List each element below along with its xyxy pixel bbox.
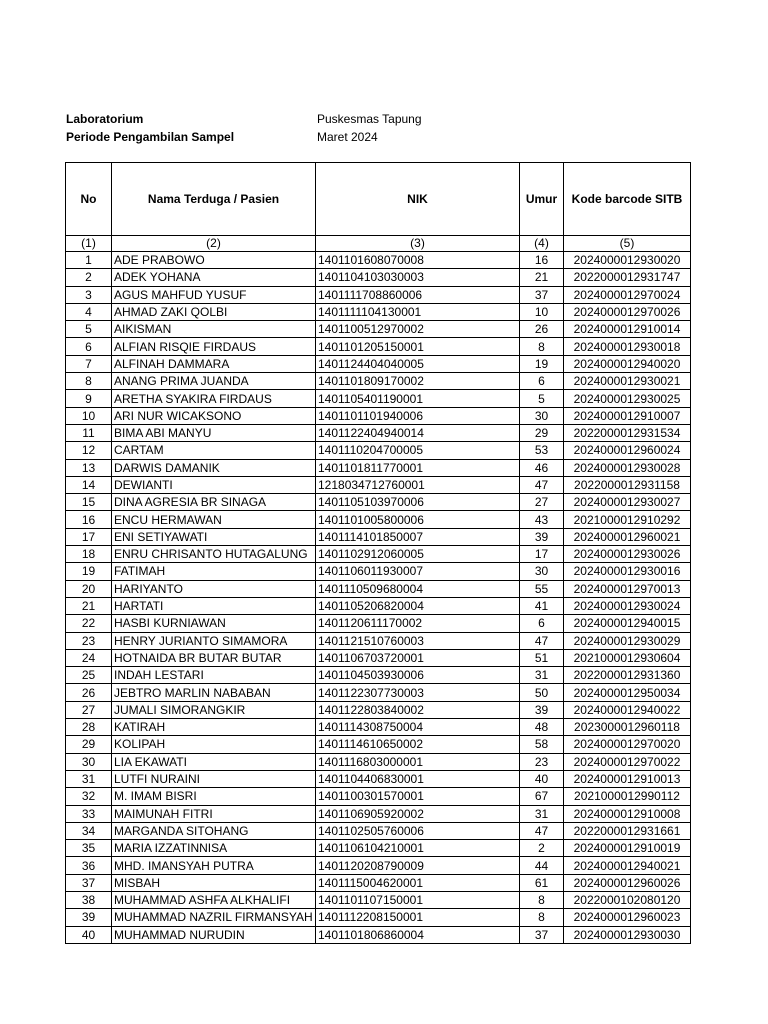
cell-no: 38 (66, 891, 112, 908)
table-row (66, 528, 691, 545)
cell-name: ARETHA SYAKIRA FIRDAUS (112, 390, 316, 407)
cell-nik: 1401114610650002 (316, 736, 520, 753)
cell-age: 17 (520, 546, 564, 563)
cell-age: 48 (520, 719, 564, 736)
cell-barcode: 2021000012930604 (564, 649, 691, 666)
cell-no: 9 (66, 390, 112, 407)
cell-barcode: 2024000012930020 (564, 252, 691, 269)
table-row (66, 597, 691, 614)
cell-name: JUMALI SIMORANGKIR (112, 701, 316, 718)
table-row (66, 546, 691, 563)
cell-nik: 1401101806860004 (316, 926, 520, 943)
cell-barcode: 2024000012970022 (564, 753, 691, 770)
cell-barcode: 2024000012910008 (564, 805, 691, 822)
cell-no: 19 (66, 563, 112, 580)
table-row (66, 424, 691, 441)
cell-name: MHD. IMANSYAH PUTRA (112, 857, 316, 874)
cell-name: ARI NUR WICAKSONO (112, 407, 316, 424)
cell-barcode: 2024000012930016 (564, 563, 691, 580)
cell-nik: 1401101809170002 (316, 373, 520, 390)
table-row (66, 632, 691, 649)
cell-age: 6 (520, 615, 564, 632)
cell-age: 21 (520, 269, 564, 286)
cell-barcode: 2024000012940015 (564, 615, 691, 632)
cell-age: 26 (520, 321, 564, 338)
cell-name: ALFINAH DAMMARA (112, 355, 316, 372)
table-row (66, 338, 691, 355)
table-row (66, 684, 691, 701)
col-header-age: Umur (520, 163, 564, 236)
cell-age: 55 (520, 580, 564, 597)
cell-name: HASBI KURNIAWAN (112, 615, 316, 632)
cell-age: 41 (520, 597, 564, 614)
cell-age: 67 (520, 788, 564, 805)
cell-age: 53 (520, 442, 564, 459)
cell-nik: 1401101005800006 (316, 511, 520, 528)
cell-nik: 1401106703720001 (316, 649, 520, 666)
cell-barcode: 2024000012930025 (564, 390, 691, 407)
cell-barcode: 2024000012950034 (564, 684, 691, 701)
cell-age: 40 (520, 770, 564, 787)
cell-name: HARIYANTO (112, 580, 316, 597)
cell-barcode: 2024000012970026 (564, 303, 691, 320)
cell-name: AIKISMAN (112, 321, 316, 338)
cell-age: 61 (520, 874, 564, 891)
table-row (66, 355, 691, 372)
cell-no: 5 (66, 321, 112, 338)
col-number-1: (1) (66, 236, 112, 252)
table-row (66, 373, 691, 390)
cell-nik: 1401106104210001 (316, 840, 520, 857)
cell-name: AHMAD ZAKI QOLBI (112, 303, 316, 320)
cell-name: HOTNAIDA BR BUTAR BUTAR (112, 649, 316, 666)
cell-age: 37 (520, 926, 564, 943)
cell-name: MUHAMMAD ASHFA ALKHALIFI (112, 891, 316, 908)
cell-no: 4 (66, 303, 112, 320)
cell-age: 30 (520, 563, 564, 580)
cell-no: 20 (66, 580, 112, 597)
cell-age: 47 (520, 632, 564, 649)
table-row (66, 736, 691, 753)
table-row (66, 909, 691, 926)
cell-name: BIMA ABI MANYU (112, 424, 316, 441)
cell-name: CARTAM (112, 442, 316, 459)
cell-name: ADEK YOHANA (112, 269, 316, 286)
cell-nik: 1401111104130001 (316, 303, 520, 320)
cell-barcode: 2024000012940021 (564, 857, 691, 874)
cell-nik: 1401104503930006 (316, 667, 520, 684)
cell-age: 16 (520, 252, 564, 269)
lab-row (66, 110, 422, 128)
cell-nik: 1401122803840002 (316, 701, 520, 718)
cell-no: 14 (66, 476, 112, 493)
table-row (66, 788, 691, 805)
cell-no: 8 (66, 373, 112, 390)
period-row (66, 128, 422, 146)
cell-nik: 1401101101940006 (316, 407, 520, 424)
cell-nik: 1401105103970006 (316, 494, 520, 511)
cell-no: 27 (66, 701, 112, 718)
cell-age: 29 (520, 424, 564, 441)
table-row (66, 805, 691, 822)
cell-nik: 1401112208150001 (316, 909, 520, 926)
table-row (66, 511, 691, 528)
cell-nik: 1401101205150001 (316, 338, 520, 355)
cell-age: 19 (520, 355, 564, 372)
cell-name: DEWIANTI (112, 476, 316, 493)
table-row (66, 615, 691, 632)
cell-age: 39 (520, 701, 564, 718)
cell-nik: 1401106905920002 (316, 805, 520, 822)
cell-name: DARWIS DAMANIK (112, 459, 316, 476)
cell-nik: 1401102505760006 (316, 822, 520, 839)
cell-no: 3 (66, 286, 112, 303)
cell-age: 8 (520, 909, 564, 926)
cell-no: 22 (66, 615, 112, 632)
table-row (66, 701, 691, 718)
cell-nik: 1218034712760001 (316, 476, 520, 493)
cell-nik: 1401101811770001 (316, 459, 520, 476)
table-row (66, 563, 691, 580)
cell-age: 30 (520, 407, 564, 424)
table-row (66, 303, 691, 320)
table-row (66, 442, 691, 459)
cell-no: 37 (66, 874, 112, 891)
cell-age: 6 (520, 373, 564, 390)
cell-no: 17 (66, 528, 112, 545)
cell-barcode: 2024000012930028 (564, 459, 691, 476)
cell-no: 2 (66, 269, 112, 286)
cell-no: 35 (66, 840, 112, 857)
cell-no: 34 (66, 822, 112, 839)
cell-barcode: 2024000012960023 (564, 909, 691, 926)
cell-no: 29 (66, 736, 112, 753)
cell-no: 28 (66, 719, 112, 736)
period-label: Periode Pengambilan Sampel (66, 130, 235, 144)
col-header-barcode: Kode barcode SITB (564, 163, 691, 236)
col-number-2: (2) (112, 236, 316, 252)
cell-name: MARGANDA SITOHANG (112, 822, 316, 839)
cell-barcode: 2024000012940020 (564, 355, 691, 372)
cell-no: 36 (66, 857, 112, 874)
cell-age: 8 (520, 338, 564, 355)
cell-no: 12 (66, 442, 112, 459)
cell-age: 23 (520, 753, 564, 770)
table-row (66, 269, 691, 286)
cell-age: 58 (520, 736, 564, 753)
table-row (66, 390, 691, 407)
cell-barcode: 2024000012930018 (564, 338, 691, 355)
column-number-row (66, 236, 691, 252)
cell-nik: 1401122307730003 (316, 684, 520, 701)
cell-age: 39 (520, 528, 564, 545)
cell-nik: 1401114101850007 (316, 528, 520, 545)
cell-no: 40 (66, 926, 112, 943)
table-row (66, 459, 691, 476)
col-number-3: (3) (316, 236, 520, 252)
cell-name: MUHAMMAD NAZRIL FIRMANSYAH (112, 909, 316, 926)
cell-barcode: 2022000012931534 (564, 424, 691, 441)
cell-age: 43 (520, 511, 564, 528)
cell-no: 25 (66, 667, 112, 684)
cell-name: JEBTRO MARLIN NABABAN (112, 684, 316, 701)
cell-barcode: 2024000012910007 (564, 407, 691, 424)
cell-barcode: 2022000012931661 (564, 822, 691, 839)
cell-name: KATIRAH (112, 719, 316, 736)
cell-name: MARIA IZZATINNISA (112, 840, 316, 857)
table-row (66, 649, 691, 666)
cell-no: 15 (66, 494, 112, 511)
lab-label: Laboratorium (66, 112, 144, 126)
cell-age: 2 (520, 840, 564, 857)
cell-barcode: 2024000012970024 (564, 286, 691, 303)
col-number-5: (5) (564, 236, 691, 252)
cell-no: 7 (66, 355, 112, 372)
table-row (66, 494, 691, 511)
cell-age: 46 (520, 459, 564, 476)
cell-nik: 1401104103030003 (316, 269, 520, 286)
cell-name: MISBAH (112, 874, 316, 891)
period-value: Maret 2024 (317, 130, 378, 144)
cell-barcode: 2024000012930024 (564, 597, 691, 614)
cell-no: 30 (66, 753, 112, 770)
cell-age: 10 (520, 303, 564, 320)
cell-name: KOLIPAH (112, 736, 316, 753)
cell-name: ADE PRABOWO (112, 252, 316, 269)
cell-nik: 1401102912060005 (316, 546, 520, 563)
cell-name: ENRU CHRISANTO HUTAGALUNG (112, 546, 316, 563)
cell-name: AGUS MAHFUD YUSUF (112, 286, 316, 303)
cell-no: 23 (66, 632, 112, 649)
cell-name: FATIMAH (112, 563, 316, 580)
cell-no: 6 (66, 338, 112, 355)
table-row (66, 407, 691, 424)
cell-barcode: 2024000012940022 (564, 701, 691, 718)
cell-barcode: 2022000012931747 (564, 269, 691, 286)
cell-no: 10 (66, 407, 112, 424)
cell-nik: 1401122404940014 (316, 424, 520, 441)
table-row (66, 667, 691, 684)
cell-nik: 1401121510760003 (316, 632, 520, 649)
cell-no: 26 (66, 684, 112, 701)
cell-nik: 1401116803000001 (316, 753, 520, 770)
cell-nik: 1401124404040005 (316, 355, 520, 372)
table-body (66, 252, 691, 944)
cell-age: 31 (520, 805, 564, 822)
table-row (66, 719, 691, 736)
cell-name: ENCU HERMAWAN (112, 511, 316, 528)
cell-barcode: 2024000012910014 (564, 321, 691, 338)
cell-barcode: 2022000012931158 (564, 476, 691, 493)
cell-barcode: 2024000012960021 (564, 528, 691, 545)
cell-barcode: 2024000012930026 (564, 546, 691, 563)
cell-nik: 1401105401190001 (316, 390, 520, 407)
col-header-name: Nama Terduga / Pasien (112, 163, 316, 236)
cell-no: 13 (66, 459, 112, 476)
cell-barcode: 2022000102080120 (564, 891, 691, 908)
cell-barcode: 2024000012930029 (564, 632, 691, 649)
table-row (66, 580, 691, 597)
cell-barcode: 2024000012930027 (564, 494, 691, 511)
patient-table (65, 162, 691, 944)
table-row (66, 770, 691, 787)
cell-age: 47 (520, 822, 564, 839)
cell-barcode: 2024000012930030 (564, 926, 691, 943)
cell-no: 31 (66, 770, 112, 787)
cell-barcode: 2024000012910013 (564, 770, 691, 787)
cell-age: 27 (520, 494, 564, 511)
cell-age: 44 (520, 857, 564, 874)
cell-age: 47 (520, 476, 564, 493)
table-row (66, 891, 691, 908)
cell-no: 21 (66, 597, 112, 614)
cell-nik: 1401100301570001 (316, 788, 520, 805)
cell-barcode: 2024000012910019 (564, 840, 691, 857)
cell-no: 16 (66, 511, 112, 528)
cell-no: 11 (66, 424, 112, 441)
cell-no: 1 (66, 252, 112, 269)
cell-age: 8 (520, 891, 564, 908)
table-row (66, 857, 691, 874)
lab-value: Puskesmas Tapung (317, 112, 422, 126)
col-number-4: (4) (520, 236, 564, 252)
cell-name: HARTATI (112, 597, 316, 614)
table-row (66, 286, 691, 303)
document-header (66, 110, 422, 146)
cell-nik: 1401115004620001 (316, 874, 520, 891)
cell-name: INDAH LESTARI (112, 667, 316, 684)
cell-nik: 1401120208790009 (316, 857, 520, 874)
cell-no: 32 (66, 788, 112, 805)
cell-name: DINA AGRESIA BR SINAGA (112, 494, 316, 511)
cell-barcode: 2024000012930021 (564, 373, 691, 390)
cell-barcode: 2024000012960024 (564, 442, 691, 459)
table-row (66, 926, 691, 943)
cell-name: HENRY JURIANTO SIMAMORA (112, 632, 316, 649)
cell-age: 51 (520, 649, 564, 666)
table-row (66, 753, 691, 770)
col-header-no: No (66, 163, 112, 236)
cell-nik: 1401114308750004 (316, 719, 520, 736)
cell-nik: 1401101608070008 (316, 252, 520, 269)
cell-no: 39 (66, 909, 112, 926)
table-row (66, 321, 691, 338)
cell-barcode: 2023000012960118 (564, 719, 691, 736)
cell-name: ENI SETIYAWATI (112, 528, 316, 545)
cell-age: 5 (520, 390, 564, 407)
cell-nik: 1401106011930007 (316, 563, 520, 580)
cell-nik: 1401111708860006 (316, 286, 520, 303)
cell-name: LIA EKAWATI (112, 753, 316, 770)
cell-nik: 1401110204700005 (316, 442, 520, 459)
table-header-row (66, 163, 691, 236)
cell-no: 24 (66, 649, 112, 666)
cell-name: ALFIAN RISQIE FIRDAUS (112, 338, 316, 355)
cell-age: 31 (520, 667, 564, 684)
cell-nik: 1401101107150001 (316, 891, 520, 908)
col-header-nik: NIK (316, 163, 520, 236)
cell-name: MUHAMMAD NURUDIN (112, 926, 316, 943)
cell-no: 18 (66, 546, 112, 563)
cell-no: 33 (66, 805, 112, 822)
cell-nik: 1401110509680004 (316, 580, 520, 597)
table-row (66, 840, 691, 857)
cell-barcode: 2024000012960026 (564, 874, 691, 891)
table-row (66, 476, 691, 493)
cell-name: ANANG PRIMA JUANDA (112, 373, 316, 390)
cell-barcode: 2022000012931360 (564, 667, 691, 684)
cell-nik: 1401104406830001 (316, 770, 520, 787)
cell-nik: 1401105206820004 (316, 597, 520, 614)
cell-age: 50 (520, 684, 564, 701)
cell-nik: 1401120611170002 (316, 615, 520, 632)
cell-name: MAIMUNAH FITRI (112, 805, 316, 822)
cell-name: M. IMAM BISRI (112, 788, 316, 805)
cell-barcode: 2021000012910292 (564, 511, 691, 528)
table-row (66, 874, 691, 891)
table-row (66, 822, 691, 839)
cell-barcode: 2021000012990112 (564, 788, 691, 805)
table-row (66, 252, 691, 269)
cell-barcode: 2024000012970020 (564, 736, 691, 753)
cell-name: LUTFI NURAINI (112, 770, 316, 787)
cell-barcode: 2024000012970013 (564, 580, 691, 597)
cell-age: 37 (520, 286, 564, 303)
cell-nik: 1401100512970002 (316, 321, 520, 338)
